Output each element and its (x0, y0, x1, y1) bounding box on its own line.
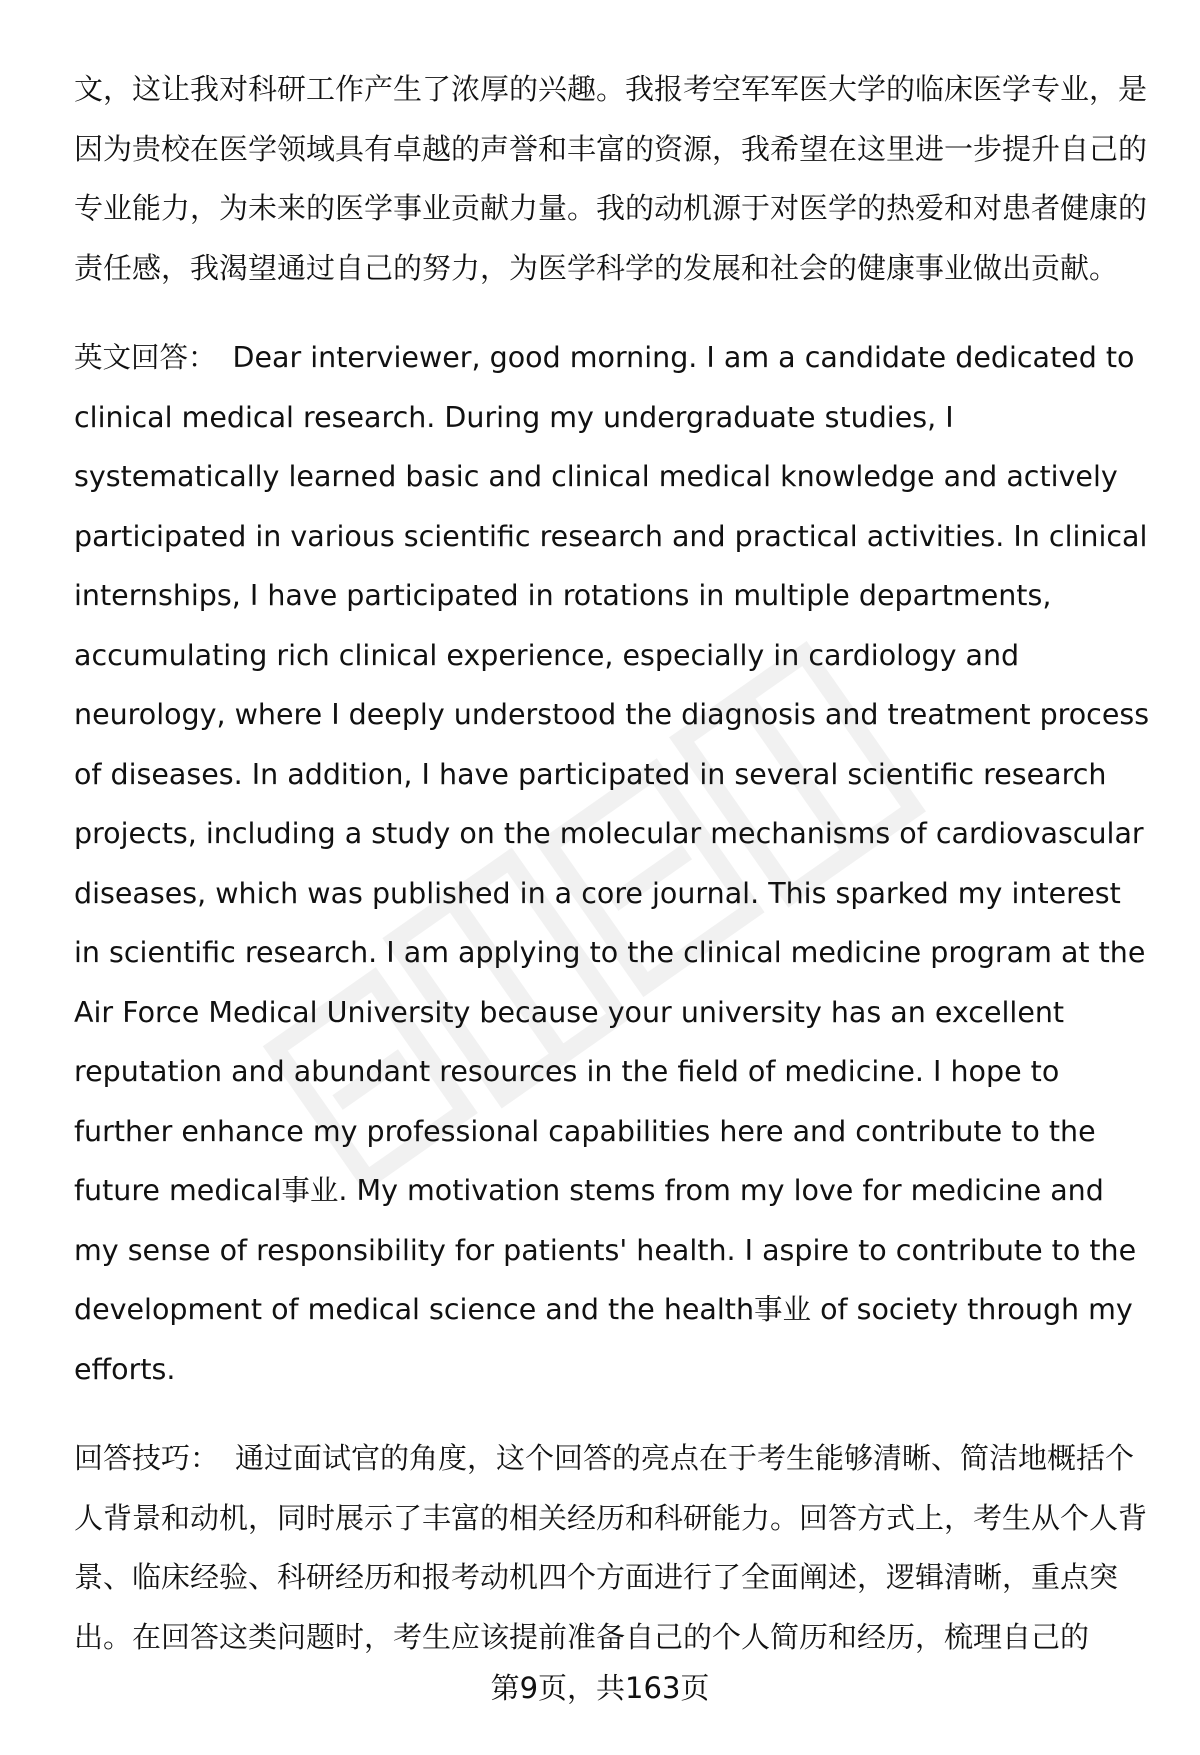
document-page (74, 60, 1154, 1667)
answer-tips-paragraph (74, 1429, 1154, 1667)
answer-tips-text: 通过面试官的角度，这个回答的亮点在于考生能够清晰、简洁地概括个人背景和动机，同时展示了丰富的相关经历和科研能力。回答方式上，考生从个人背景、临床经验、科研经历和报考动机四个方面进行了全面阐述，逻辑清晰，重点突出。在回答这类问题时，考生应该提前准备自己的个人简历和经历，梳理自己的 (74, 1441, 1148, 1654)
english-answer-paragraph (74, 328, 1154, 1399)
english-answer-text: Dear interviewer, good morning. I am a candidate dedicated to clinical medical research. During my undergraduate studies, I systematically learned basic and clinical medical knowledge and actively participated in various scientific research and practical activities. In clinical internships, I have participated in rotations in multiple departments, accumulating rich clinical experience, especially in cardiology and neurology, where I deeply understood the diagnosis and treatment process of diseases. In addition, I have participated in several scientific research projects, including a study on the molecular mechanisms of cardiovascular diseases, which was published in a core journal. This sparked my interest in scientific research. I am applying to the clinical medicine program at the Air Force Medical University because your university has an excellent reputation and abundant resources in the field of medicine. I hope to further enhance my professional capabilities here and contribute to the future medical事业. My motivation stems from my love for medicine and my sense of responsibility for patients' health. I aspire to contribute to the development of medical science and the health事业 of society through my efforts. (74, 341, 1150, 1386)
page-number-footer: 第9页，共163页 (490, 1671, 710, 1705)
answer-tips-label: 回答技巧： (74, 1441, 220, 1475)
english-answer-label: 英文回答： (74, 341, 217, 374)
paragraph-continuation: 文，这让我对科研工作产生了浓厚的兴趣。我报考空军军医大学的临床医学专业，是因为贵校在医学领域具有卓越的声誉和丰富的资源，我希望在这里进一步提升自己的专业能力，为未来的医学事业贡献力量。我的动机源于对医学的热爱和对患者健康的责任感，我渴望通过自己的努力，为医学科学的发展和社会的健康事业做出贡献。 (74, 72, 1148, 285)
